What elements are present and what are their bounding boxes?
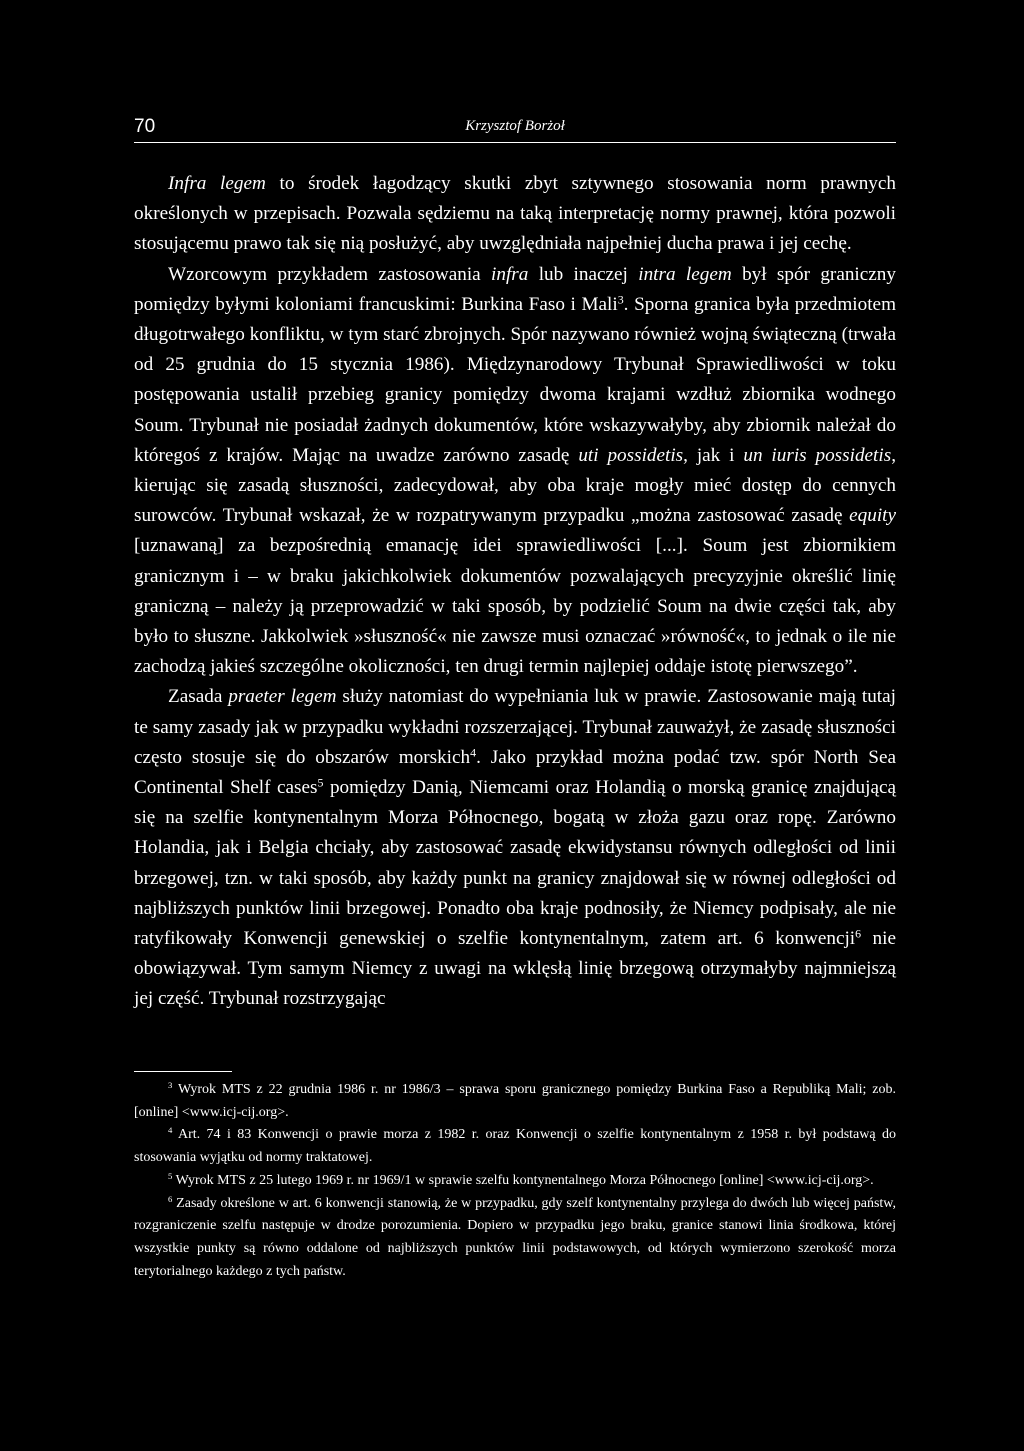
footnote: [134, 1170, 896, 1193]
footnotes: [134, 1079, 896, 1283]
page-header: [134, 114, 896, 143]
body-text: [134, 169, 896, 1015]
term-italic: equity: [849, 505, 896, 527]
footnote-number: 6: [168, 1193, 173, 1204]
text-run: był spór graniczny pomiędzy byłymi koloniami francuskimi: Burkina Faso i Mali: [134, 263, 896, 315]
page-number: 70: [134, 116, 156, 137]
term-italic: Infra legem: [168, 173, 266, 194]
footnote-divider: [134, 1071, 232, 1072]
footnote: [134, 1079, 896, 1124]
footnote-text: Wyrok MTS z 25 lutego 1969 r. nr 1969/1 w sprawie szelfu kontynentalnego Morza Północnego [online] <www.icj-cij.org>.: [172, 1172, 874, 1188]
footnote-number: 5: [168, 1171, 173, 1182]
footnote-ref: 3: [617, 292, 624, 307]
text-run: , kierując się zasadą słuszności, zadecydował, aby oba kraje mogły mieć dostęp do cennych surowców. Trybunał wskazał, że w rozpatrywanym przypadku „można zastosować zasadę: [134, 444, 896, 527]
text-run: , jak i: [683, 444, 744, 466]
term-italic: uti possidetis: [578, 444, 684, 466]
term-italic: un iuris possidetis: [743, 444, 892, 466]
text-run: pomiędzy Danią, Niemcami oraz Holandią o morską granicę znajdującą się na szelfie kontynentalnym Morza Północnego, bogatą w złoża gazu oraz ropę. Zarówno Holandia, jak i Belgia chciały, aby zastosować zasadę ekwidystansu równych odległości od linii brzegowej, tzn. w taki sposób, aby każdy punkt na granicy znajdował się w równej odległości od najbliższych punktów linii brzegowej. Ponadto oba kraje podnosiły, że Niemcy podpisały, ale nie ratyfikowały Konwencji genewskiej o szelfie kontynentalnym, zatem art. 6 konwencji: [134, 777, 896, 950]
footnote-text: Zasady określone w art. 6 konwencji stanowią, że w przypadku, gdy szelf kontynentalny przylega do dwóch lub więcej państw, rozgraniczenie szelfu następuje w drodze porozumienia. Dopiero w przypadku jego braku, granice stanowi linia środkowa, której wszystkie punkty są równo oddalone od najbliższych punktów linii podstawowych, od których wymierzono szerokość morza terytorialnego każdego z tych państw.: [134, 1195, 896, 1279]
text-run: . Sporna granica była przedmiotem długotrwałego konfliktu, w tym starć zbrojnych. Spór nazywano również wojną świąteczną (trwała od 25 grudnia do 15 stycznia 1986). Międzynarodowy Trybunał Sprawiedliwości w toku postępowania ustalił przebieg granicy pomiędzy dwoma krajami wzdłuż zbiornika wodnego Soum. Trybunał nie posiadał żadnych dokumentów, które wskazywałyby, aby zbiornik należał do któregoś z krajów. Mając na uwadze zarówno zasadę: [134, 293, 896, 466]
term-italic: infra: [491, 263, 529, 285]
text-run: służy natomiast do wypełniania luk w prawie. Zastosowanie mają tutaj te samy zasady jak w przypadku wykładni rozszerzającej. Trybunał zauważył, że zasadę słuszności często stosuje się do obszarów morskich: [134, 686, 896, 768]
footnote-number: 4: [168, 1125, 173, 1136]
text-run: [uznawaną] za bezpośrednią emanację idei sprawiedliwości [...]. Soum jest zbiornikiem granicznym i – w braku jakichkolwiek dokumentów pozwalających precyzyjnie określić linię graniczną – należy ją przeprowadzić w taki sposób, by podzielić Soum na dwie części tak, aby było to słuszne. Jakkolwiek »słuszność« nie zawsze musi oznaczać »równość«, to jednak o ile nie zachodzą jakieś szczególne okoliczności, ten drugi termin najlepiej oddaje istotę pierwszego”.: [134, 535, 896, 678]
footnote-text: Wyrok MTS z 22 grudnia 1986 r. nr 1986/3 – sprawa sporu granicznego pomiędzy Burkina Faso a Republiką Mali; zob. [online] <www.icj-cij.org>.: [134, 1082, 896, 1120]
text-run: Zasada: [168, 686, 229, 708]
text-run: to środek łagodzący skutki zbyt sztywnego stosowania norm prawnych określonych w przepisach. Pozwala sędziemu na taką interpretację normy prawnej, która pozwoli stosującemu prawo tak się nią posłużyć, aby uwzględniała najpełniej ducha prawa i jej cechę.: [134, 173, 896, 255]
footnote-ref: 4: [470, 745, 477, 760]
footnote: [134, 1124, 896, 1169]
text-run: Wzorcowym przykładem zastosowania: [168, 263, 492, 285]
footnote: [134, 1193, 896, 1284]
paragraph-1: [134, 169, 896, 260]
footnote-ref: 6: [855, 926, 862, 941]
paragraph-3: [134, 682, 896, 1014]
text-run: lub inaczej: [528, 263, 639, 285]
running-head-author: Krzysztof Borżoł: [465, 118, 565, 134]
footnote-text: Art. 74 i 83 Konwencji o prawie morza z 1982 r. oraz Konwencji o szelfie kontynentalnym z 1958 r. był podstawą do stosowania wyjątku od normy traktatowej.: [134, 1127, 896, 1166]
term-italic: intra legem: [638, 263, 732, 285]
text-run: . Jako przykład można podać tzw. spór North Sea Continental Shelf cases: [134, 746, 896, 799]
paragraph-2: [134, 260, 896, 683]
text-run: nie obowiązywał. Tym samym Niemcy z uwagi na wklęsłą linię brzegową otrzymałyby najmniejszą jej część. Trybunał rozstrzygając: [134, 928, 896, 1010]
footnote-ref: 5: [317, 775, 324, 790]
term-italic: praeter legem: [228, 686, 337, 708]
footnote-number: 3: [168, 1080, 173, 1091]
